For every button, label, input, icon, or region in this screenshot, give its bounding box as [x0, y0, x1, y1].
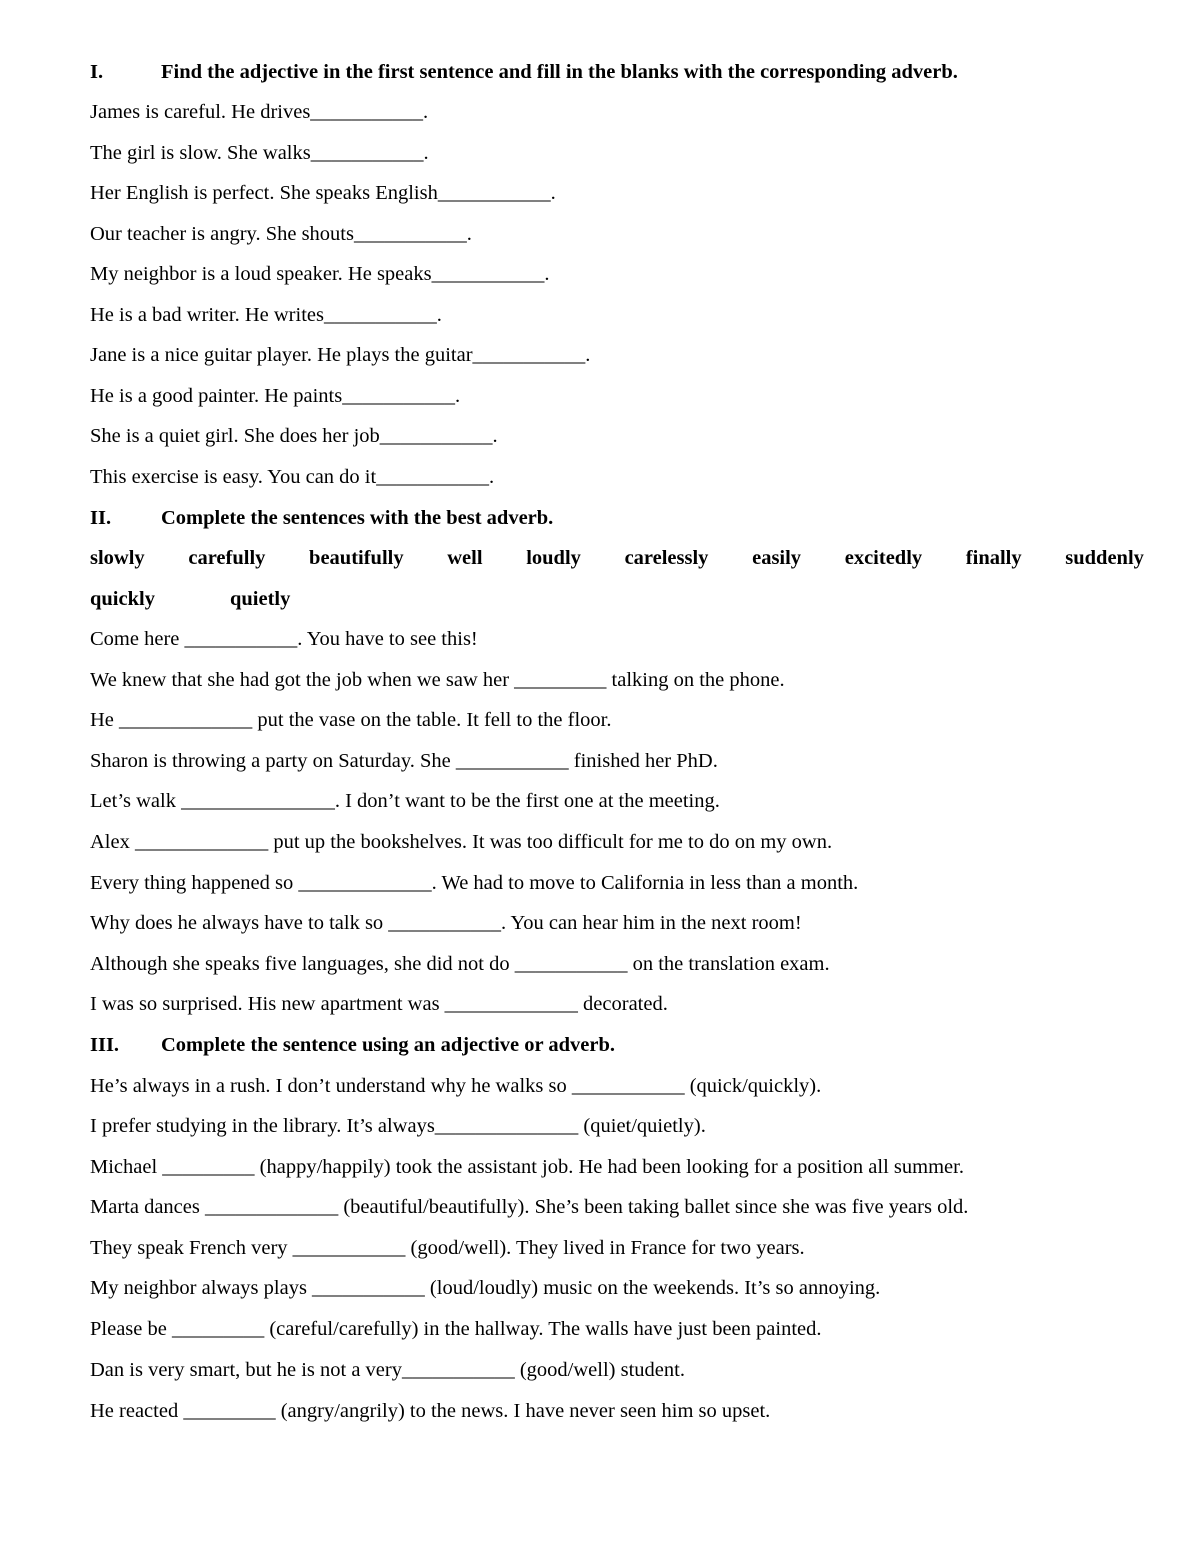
word-bank-word: loudly — [526, 547, 581, 569]
section-1-item: Our teacher is angry. She shouts___________. — [90, 223, 472, 245]
section-1-item: She is a quiet girl. She does her job___________. — [90, 425, 498, 447]
word-bank-word: slowly — [90, 547, 145, 569]
section-3-item: Marta dances _____________ (beautiful/beautifully). She’s been taking ballet since she was five years old. — [90, 1196, 969, 1218]
word-bank-word: excitedly — [844, 547, 923, 569]
section-2-number: II. — [90, 507, 112, 529]
section-1-item: My neighbor is a loud speaker. He speaks___________. — [90, 263, 550, 285]
section-2-item: Alex _____________ put up the bookshelves. It was too difficult for me to do on my own. — [90, 831, 833, 853]
section-3-item: I prefer studying in the library. It’s always______________ (quiet/quietly). — [90, 1115, 706, 1137]
word-bank-word: carefully — [188, 547, 266, 569]
section-3-item: He’s always in a rush. I don’t understand why he walks so ___________ (quick/quickly). — [90, 1075, 822, 1097]
word-bank-word: quietly — [230, 588, 291, 610]
section-1-item: The girl is slow. She walks___________. — [90, 142, 429, 164]
word-bank-row-1 — [90, 545, 1144, 571]
section-2-item: Although she speaks five languages, she did not do ___________ on the translation exam. — [90, 953, 830, 975]
word-bank-row-2 — [90, 586, 290, 612]
section-2-item: We knew that she had got the job when we saw her _________ talking on the phone. — [90, 669, 785, 691]
section-2-item: Come here ___________. You have to see this! — [90, 628, 478, 650]
section-3-number: III. — [90, 1034, 120, 1056]
section-2-item: Every thing happened so _____________. We had to move to California in less than a month. — [90, 872, 859, 894]
section-2-item: Let’s walk _______________. I don’t want to be the first one at the meeting. — [90, 790, 720, 812]
word-bank-word: quickly — [90, 588, 155, 610]
section-3-heading — [90, 1032, 1145, 1058]
section-1-item: He is a good painter. He paints___________. — [90, 385, 461, 407]
word-bank-word: well — [447, 547, 483, 569]
section-1-item: James is careful. He drives___________. — [90, 101, 429, 123]
section-1-item: This exercise is easy. You can do it___________. — [90, 466, 495, 488]
section-1-item: He is a bad writer. He writes___________. — [90, 304, 442, 326]
section-2-item: Sharon is throwing a party on Saturday. She ___________ finished her PhD. — [90, 750, 718, 772]
section-3-item: He reacted _________ (angry/angrily) to the news. I have never seen him so upset. — [90, 1400, 771, 1422]
section-1-number: I. — [90, 61, 104, 83]
section-2-item: He _____________ put the vase on the table. It fell to the floor. — [90, 709, 612, 731]
section-3-item: Dan is very smart, but he is not a very___________ (good/well) student. — [90, 1359, 685, 1381]
word-bank-word: finally — [965, 547, 1022, 569]
section-2-item: I was so surprised. His new apartment was _____________ decorated. — [90, 993, 668, 1015]
section-1-item: Her English is perfect. She speaks English___________. — [90, 182, 556, 204]
section-2-title: Complete the sentences with the best adverb. — [161, 507, 554, 529]
word-bank-word: carelessly — [624, 547, 709, 569]
section-1-title: Find the adjective in the first sentence and fill in the blanks with the corresponding adverb. — [161, 61, 958, 83]
section-1-item: Jane is a nice guitar player. He plays the guitar___________. — [90, 344, 591, 366]
section-3-item: Please be _________ (careful/carefully) in the hallway. The walls have just been painted. — [90, 1318, 822, 1340]
word-bank-word: beautifully — [309, 547, 404, 569]
section-2-heading — [90, 505, 1145, 531]
word-bank-word: suddenly — [1065, 547, 1144, 569]
section-3-item: My neighbor always plays ___________ (loud/loudly) music on the weekends. It’s so annoying. — [90, 1277, 881, 1299]
word-bank-word: easily — [752, 547, 802, 569]
section-3-item: Michael _________ (happy/happily) took the assistant job. He had been looking for a position all summer. — [90, 1156, 964, 1178]
section-1-heading — [90, 59, 1145, 85]
section-3-title: Complete the sentence using an adjective or adverb. — [161, 1034, 615, 1056]
section-2-item: Why does he always have to talk so ___________. You can hear him in the next room! — [90, 912, 802, 934]
section-3-item: They speak French very ___________ (good/well). They lived in France for two years. — [90, 1237, 805, 1259]
